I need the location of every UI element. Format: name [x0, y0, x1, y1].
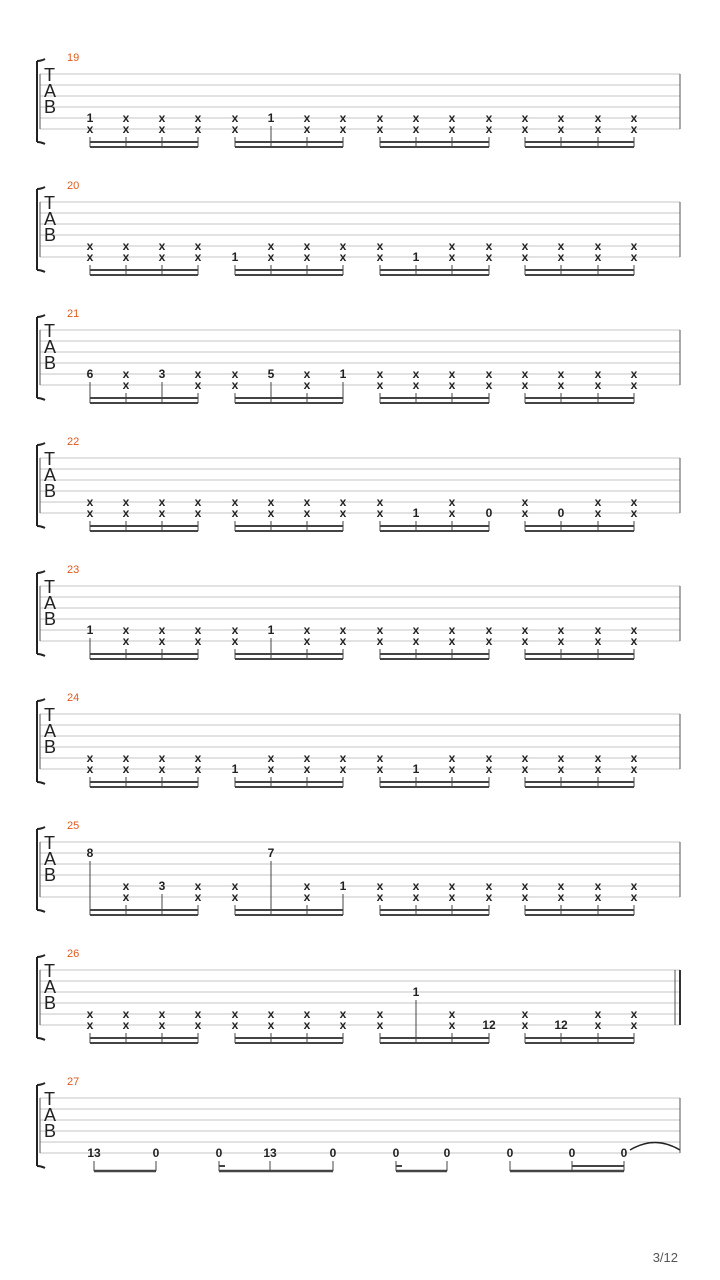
- dead-note: x: [448, 111, 456, 125]
- dead-note: x: [303, 762, 311, 776]
- tab-clef-letter: B: [44, 353, 57, 373]
- dead-note: x: [594, 239, 602, 253]
- dead-note: x: [303, 751, 311, 765]
- tab-clef-letter: A: [44, 721, 57, 741]
- fret-number: 1: [267, 111, 275, 125]
- dead-note: x: [485, 751, 493, 765]
- dead-note: x: [448, 1007, 456, 1021]
- dead-note: x: [122, 250, 130, 264]
- dead-note: x: [339, 495, 347, 509]
- dead-note: x: [594, 122, 602, 136]
- dead-note: x: [267, 239, 275, 253]
- dead-note: x: [122, 890, 130, 904]
- dead-note: x: [231, 122, 239, 136]
- dead-note: x: [267, 1018, 275, 1032]
- tab-clef-letter: A: [44, 209, 57, 229]
- dead-note: x: [557, 751, 565, 765]
- dead-note: x: [122, 111, 130, 125]
- dead-note: x: [521, 623, 529, 637]
- dead-note: x: [376, 239, 384, 253]
- measure-number: 23: [67, 564, 80, 576]
- dead-note: x: [158, 762, 166, 776]
- dead-note: x: [194, 250, 202, 264]
- dead-note: x: [594, 890, 602, 904]
- dead-note: x: [158, 250, 166, 264]
- dead-note: x: [521, 495, 529, 509]
- dead-note: x: [376, 890, 384, 904]
- fret-number: 1: [231, 762, 239, 776]
- dead-note: x: [122, 623, 130, 637]
- measure-number: 21: [67, 308, 80, 320]
- fret-number: 0: [329, 1146, 337, 1160]
- fret-number: 0: [557, 506, 565, 520]
- dead-note: x: [303, 1018, 311, 1032]
- dead-note: x: [412, 634, 420, 648]
- dead-note: x: [339, 111, 347, 125]
- dead-note: x: [630, 239, 638, 253]
- fret-number: 1: [412, 250, 420, 264]
- fret-number: 6: [86, 367, 94, 381]
- dead-note: x: [267, 506, 275, 520]
- tab-clef-letter: A: [44, 977, 57, 997]
- dead-note: x: [448, 634, 456, 648]
- fret-number: 1: [412, 985, 420, 999]
- tab-clef-letter: A: [44, 1105, 57, 1125]
- fret-number: 0: [152, 1146, 160, 1160]
- dead-note: x: [594, 634, 602, 648]
- dead-note: x: [521, 1007, 529, 1021]
- dead-note: x: [594, 762, 602, 776]
- dead-note: x: [86, 506, 94, 520]
- dead-note: x: [86, 1018, 94, 1032]
- fret-number: 0: [568, 1146, 576, 1160]
- dead-note: x: [630, 367, 638, 381]
- dead-note: x: [303, 495, 311, 509]
- dead-note: x: [376, 623, 384, 637]
- dead-note: x: [339, 762, 347, 776]
- dead-note: x: [594, 250, 602, 264]
- dead-note: x: [122, 762, 130, 776]
- dead-note: x: [376, 1007, 384, 1021]
- dead-note: x: [303, 239, 311, 253]
- dead-note: x: [303, 634, 311, 648]
- dead-note: x: [339, 506, 347, 520]
- tie: [630, 1143, 680, 1151]
- dead-note: x: [86, 1007, 94, 1021]
- dead-note: x: [303, 1007, 311, 1021]
- dead-note: x: [86, 239, 94, 253]
- dead-note: x: [339, 250, 347, 264]
- dead-note: x: [194, 122, 202, 136]
- dead-note: x: [485, 239, 493, 253]
- dead-note: x: [303, 367, 311, 381]
- dead-note: x: [448, 239, 456, 253]
- dead-note: x: [231, 367, 239, 381]
- dead-note: x: [339, 634, 347, 648]
- dead-note: x: [557, 378, 565, 392]
- fret-number: 12: [482, 1018, 496, 1032]
- dead-note: x: [630, 495, 638, 509]
- dead-note: x: [231, 1018, 239, 1032]
- tab-clef-letter: B: [44, 97, 57, 117]
- dead-note: x: [376, 506, 384, 520]
- dead-note: x: [122, 751, 130, 765]
- fret-number: 1: [86, 111, 94, 125]
- dead-note: x: [594, 506, 602, 520]
- measure-number: 22: [67, 436, 80, 448]
- dead-note: x: [122, 634, 130, 648]
- fret-number: 1: [339, 879, 347, 893]
- dead-note: x: [521, 250, 529, 264]
- dead-note: x: [158, 111, 166, 125]
- tab-clef-letter: A: [44, 465, 57, 485]
- dead-note: x: [339, 623, 347, 637]
- dead-note: x: [376, 122, 384, 136]
- tab-clef-letter: T: [44, 193, 55, 213]
- tab-clef-letter: B: [44, 225, 57, 245]
- dead-note: x: [158, 623, 166, 637]
- fret-number: 12: [554, 1018, 568, 1032]
- dead-note: x: [594, 623, 602, 637]
- dead-note: x: [158, 239, 166, 253]
- dead-note: x: [412, 122, 420, 136]
- dead-note: x: [158, 1007, 166, 1021]
- dead-note: x: [448, 250, 456, 264]
- dead-note: x: [521, 378, 529, 392]
- dead-note: x: [485, 890, 493, 904]
- dead-note: x: [521, 111, 529, 125]
- dead-note: x: [521, 122, 529, 136]
- dead-note: x: [267, 495, 275, 509]
- dead-note: x: [231, 890, 239, 904]
- dead-note: x: [630, 378, 638, 392]
- dead-note: x: [303, 623, 311, 637]
- fret-number: 1: [231, 250, 239, 264]
- dead-note: x: [122, 879, 130, 893]
- dead-note: x: [303, 111, 311, 125]
- dead-note: x: [557, 879, 565, 893]
- tab-clef-letter: T: [44, 961, 55, 981]
- dead-note: x: [448, 506, 456, 520]
- dead-note: x: [231, 111, 239, 125]
- dead-note: x: [231, 378, 239, 392]
- dead-note: x: [158, 751, 166, 765]
- dead-note: x: [267, 250, 275, 264]
- dead-note: x: [630, 623, 638, 637]
- dead-note: x: [630, 879, 638, 893]
- fret-number: 5: [267, 367, 275, 381]
- tab-clef-letter: B: [44, 481, 57, 501]
- measure-number: 24: [67, 692, 80, 704]
- dead-note: x: [557, 239, 565, 253]
- fret-number: 1: [412, 762, 420, 776]
- dead-note: x: [594, 879, 602, 893]
- dead-note: x: [412, 111, 420, 125]
- dead-note: x: [267, 762, 275, 776]
- dead-note: x: [448, 122, 456, 136]
- dead-note: x: [122, 506, 130, 520]
- tab-clef-letter: T: [44, 833, 55, 853]
- dead-note: x: [267, 1007, 275, 1021]
- dead-note: x: [376, 634, 384, 648]
- dead-note: x: [448, 762, 456, 776]
- dead-note: x: [448, 1018, 456, 1032]
- dead-note: x: [485, 367, 493, 381]
- dead-note: x: [557, 111, 565, 125]
- dead-note: x: [194, 111, 202, 125]
- dead-note: x: [231, 1007, 239, 1021]
- dead-note: x: [158, 1018, 166, 1032]
- dead-note: x: [557, 634, 565, 648]
- dead-note: x: [86, 762, 94, 776]
- tab-clef-letter: T: [44, 449, 55, 469]
- tab-clef-letter: A: [44, 337, 57, 357]
- dead-note: x: [303, 890, 311, 904]
- dead-note: x: [339, 1018, 347, 1032]
- dead-note: x: [122, 378, 130, 392]
- dead-note: x: [194, 879, 202, 893]
- dead-note: x: [448, 367, 456, 381]
- dead-note: x: [521, 1018, 529, 1032]
- dead-note: x: [521, 367, 529, 381]
- dead-note: x: [376, 367, 384, 381]
- fret-number: 0: [506, 1146, 514, 1160]
- dead-note: x: [412, 879, 420, 893]
- dead-note: x: [339, 1007, 347, 1021]
- dead-note: x: [86, 250, 94, 264]
- dead-note: x: [485, 250, 493, 264]
- dead-note: x: [194, 890, 202, 904]
- dead-note: x: [194, 1018, 202, 1032]
- fret-number: 0: [392, 1146, 400, 1160]
- dead-note: x: [376, 762, 384, 776]
- dead-note: x: [194, 495, 202, 509]
- dead-note: x: [521, 890, 529, 904]
- dead-note: x: [194, 751, 202, 765]
- dead-note: x: [521, 634, 529, 648]
- dead-note: x: [303, 122, 311, 136]
- dead-note: x: [448, 623, 456, 637]
- dead-note: x: [594, 111, 602, 125]
- dead-note: x: [194, 378, 202, 392]
- fret-number: 1: [267, 623, 275, 637]
- dead-note: x: [194, 762, 202, 776]
- tab-clef-letter: A: [44, 81, 57, 101]
- dead-note: x: [339, 239, 347, 253]
- fret-number: 0: [443, 1146, 451, 1160]
- fret-number: 3: [158, 879, 166, 893]
- dead-note: x: [557, 122, 565, 136]
- dead-note: x: [412, 378, 420, 392]
- dead-note: x: [630, 762, 638, 776]
- tab-clef-letter: B: [44, 609, 57, 629]
- dead-note: x: [412, 623, 420, 637]
- dead-note: x: [557, 890, 565, 904]
- tab-clef-letter: T: [44, 705, 55, 725]
- dead-note: x: [485, 623, 493, 637]
- dead-note: x: [194, 506, 202, 520]
- dead-note: x: [122, 1018, 130, 1032]
- fret-number: 0: [215, 1146, 223, 1160]
- dead-note: x: [557, 762, 565, 776]
- dead-note: x: [485, 879, 493, 893]
- dead-note: x: [303, 879, 311, 893]
- dead-note: x: [231, 879, 239, 893]
- dead-note: x: [376, 751, 384, 765]
- dead-note: x: [231, 634, 239, 648]
- dead-note: x: [194, 367, 202, 381]
- tab-clef-letter: T: [44, 577, 55, 597]
- dead-note: x: [557, 623, 565, 637]
- dead-note: x: [521, 751, 529, 765]
- dead-note: x: [630, 250, 638, 264]
- fret-number: 7: [267, 846, 275, 860]
- dead-note: x: [630, 1018, 638, 1032]
- measure-number: 19: [67, 52, 80, 64]
- dead-note: x: [412, 367, 420, 381]
- dead-note: x: [86, 751, 94, 765]
- measure-number: 20: [67, 180, 80, 192]
- measure-number: 27: [67, 1076, 80, 1088]
- fret-number: 0: [485, 506, 493, 520]
- dead-note: x: [630, 751, 638, 765]
- dead-note: x: [194, 239, 202, 253]
- measure-number: 25: [67, 820, 80, 832]
- dead-note: x: [630, 506, 638, 520]
- tab-clef-letter: T: [44, 321, 55, 341]
- dead-note: x: [376, 1018, 384, 1032]
- fret-number: 13: [263, 1146, 277, 1160]
- dead-note: x: [194, 634, 202, 648]
- dead-note: x: [630, 111, 638, 125]
- dead-note: x: [594, 367, 602, 381]
- dead-note: x: [485, 122, 493, 136]
- dead-note: x: [412, 890, 420, 904]
- page-number: 3/12: [652, 1250, 678, 1265]
- tab-clef-letter: B: [44, 737, 57, 757]
- fret-number: 3: [158, 367, 166, 381]
- dead-note: x: [594, 1007, 602, 1021]
- dead-note: x: [122, 495, 130, 509]
- fret-number: 0: [620, 1146, 628, 1160]
- dead-note: x: [448, 890, 456, 904]
- dead-note: x: [231, 623, 239, 637]
- dead-note: x: [448, 378, 456, 392]
- dead-note: x: [303, 506, 311, 520]
- dead-note: x: [376, 250, 384, 264]
- dead-note: x: [122, 1007, 130, 1021]
- dead-note: x: [557, 367, 565, 381]
- dead-note: x: [630, 634, 638, 648]
- dead-note: x: [521, 762, 529, 776]
- dead-note: x: [594, 495, 602, 509]
- fret-number: 1: [339, 367, 347, 381]
- dead-note: x: [521, 879, 529, 893]
- dead-note: x: [86, 495, 94, 509]
- dead-note: x: [158, 506, 166, 520]
- dead-note: x: [376, 378, 384, 392]
- dead-note: x: [485, 762, 493, 776]
- dead-note: x: [122, 239, 130, 253]
- dead-note: x: [485, 634, 493, 648]
- dead-note: x: [630, 1007, 638, 1021]
- dead-note: x: [158, 122, 166, 136]
- dead-note: x: [630, 122, 638, 136]
- dead-note: x: [303, 250, 311, 264]
- dead-note: x: [267, 751, 275, 765]
- fret-number: 1: [412, 506, 420, 520]
- dead-note: x: [448, 879, 456, 893]
- dead-note: x: [194, 623, 202, 637]
- dead-note: x: [630, 890, 638, 904]
- dead-note: x: [86, 122, 94, 136]
- tab-clef-letter: B: [44, 865, 57, 885]
- dead-note: x: [376, 879, 384, 893]
- dead-note: x: [448, 495, 456, 509]
- tab-clef-letter: A: [44, 849, 57, 869]
- tab-clef-letter: T: [44, 65, 55, 85]
- dead-note: x: [303, 378, 311, 392]
- dead-note: x: [231, 506, 239, 520]
- dead-note: x: [339, 751, 347, 765]
- dead-note: x: [448, 751, 456, 765]
- dead-note: x: [485, 111, 493, 125]
- dead-note: x: [376, 111, 384, 125]
- dead-note: x: [521, 506, 529, 520]
- measure-number: 26: [67, 948, 80, 960]
- dead-note: x: [158, 634, 166, 648]
- dead-note: x: [122, 122, 130, 136]
- fret-number: 8: [86, 846, 94, 860]
- dead-note: x: [231, 495, 239, 509]
- tab-clef-letter: T: [44, 1089, 55, 1109]
- fret-number: 1: [86, 623, 94, 637]
- dead-note: x: [594, 751, 602, 765]
- dead-note: x: [594, 1018, 602, 1032]
- dead-note: x: [158, 495, 166, 509]
- dead-note: x: [122, 367, 130, 381]
- tab-clef-letter: A: [44, 593, 57, 613]
- dead-note: x: [485, 378, 493, 392]
- dead-note: x: [557, 250, 565, 264]
- dead-note: x: [376, 495, 384, 509]
- dead-note: x: [194, 1007, 202, 1021]
- fret-number: 13: [87, 1146, 101, 1160]
- dead-note: x: [521, 239, 529, 253]
- dead-note: x: [594, 378, 602, 392]
- tab-clef-letter: B: [44, 993, 57, 1013]
- tab-clef-letter: B: [44, 1121, 57, 1141]
- dead-note: x: [339, 122, 347, 136]
